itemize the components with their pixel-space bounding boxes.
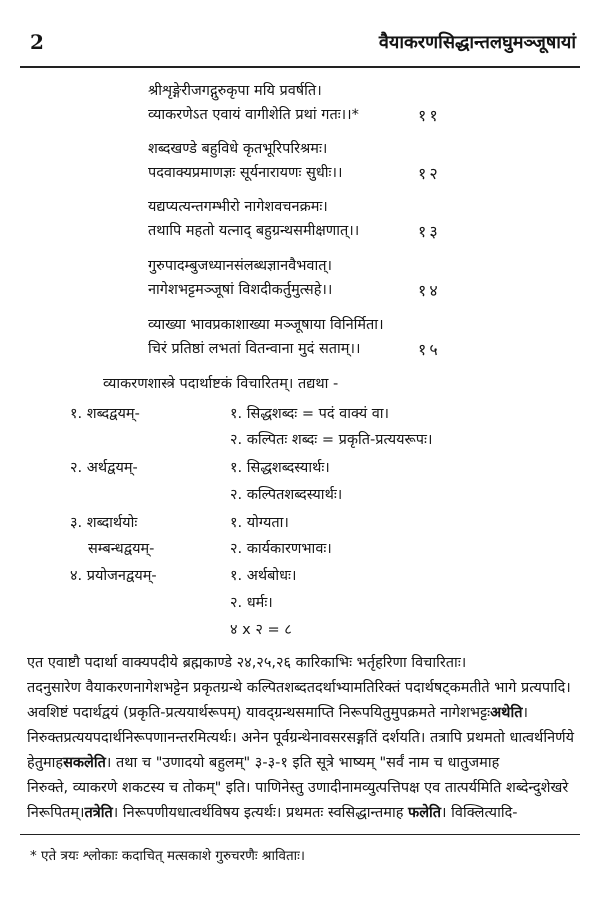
table-row	[0, 484, 600, 506]
bold-term: सकलेति	[63, 755, 106, 771]
sub-item: १. सिद्धशब्दस्यार्थः।	[230, 460, 330, 476]
running-title: वैयाकरणसिद्धान्तलघुमञ्जूषायां	[378, 32, 576, 53]
table-row	[0, 538, 600, 560]
table-row	[0, 403, 600, 425]
prose-text: अवशिष्टं पदार्थद्वयं (प्रकृति-प्रत्ययार्थरूपम्) यावद्ग्रन्थसमाप्ति निरूपयितुमुपक्रमते नागेशभट्टः	[27, 705, 491, 721]
sub-item: २. कल्पितः शब्दः = प्रकृति-प्रत्ययरूपः।	[230, 432, 433, 448]
verse-number: १४	[418, 281, 441, 300]
table-row	[0, 565, 600, 587]
prose-line	[27, 702, 528, 722]
page-header	[20, 22, 580, 62]
table-row	[0, 592, 600, 614]
category-label: १. शब्दद्वयम्-	[70, 406, 140, 422]
verse-line: पदवाक्यप्रमाणज्ञः सूर्यनारायणः सुधीः।।	[148, 165, 343, 181]
sub-item: ४ x २ = ८	[230, 622, 292, 638]
bold-term: फलेति	[408, 805, 442, 821]
bold-term: तत्रेति	[84, 805, 113, 821]
prose-text: हेतुमाह	[27, 755, 64, 771]
prose-text: । तथा च "उणादयो बहुलम्" ३-३-१ इति सूत्रे भाष्यम् "सर्वं नाम च धातुजमाह	[105, 755, 500, 771]
prose-text: निरूपितम्।	[27, 805, 85, 821]
verse-line: शब्दखण्डे बहुविधे कृतभूरिपरिश्रमः।	[148, 141, 328, 157]
page-number: 2	[30, 30, 44, 54]
verse-number: ११	[418, 106, 441, 125]
sub-item: २. कल्पितशब्दस्यार्थः।	[230, 487, 343, 503]
prose-text: निरुक्ते, व्याकरणे शकटस्य च तोकम्" इति। पाणिनेस्तु उणादीनामव्युत्पत्तिपक्ष एव तात्पर्यमिति शब्देन्दुशेखरे	[27, 780, 569, 796]
category-label: ४. प्रयोजनद्वयम्-	[70, 568, 157, 584]
verse-number: १५	[418, 340, 441, 359]
category-label: २. अर्थद्वयम्-	[70, 460, 138, 476]
sub-item: १. सिद्धशब्दः = पदं वाक्यं वा।	[230, 406, 390, 422]
category-label: ३. शब्दार्थयोः	[70, 515, 138, 531]
verse-line: व्याख्या भावप्रकाशाख्या मञ्जूषाया विनिर्मिता।	[148, 317, 384, 333]
table-row	[0, 619, 600, 641]
prose-text: निरुक्तप्रत्ययपदार्थनिरूपणानन्तरमित्यर्थः। अनेन पूर्वग्रन्थेनावसरसङ्गतिं दर्शयति। तत्रापि प्रथमतो धात्वर्थनिर्णये	[27, 730, 575, 746]
prose-line	[27, 752, 499, 772]
footnote: * एते त्रयः श्लोकाः कदाचित् मत्सकाशे गुरुचरणैः श्राविताः।	[30, 848, 306, 864]
verse-line: चिरं प्रतिष्ठां लभतां वितन्वाना मुदं सताम्।।	[148, 341, 361, 357]
verse-line: गुरुपादम्बुजध्यानसंलब्धज्ञानवैभवात्।	[148, 258, 332, 274]
sub-item: २. धर्मः।	[230, 595, 273, 611]
verse-line: नागेशभट्टमञ्जूषां विशदीकर्तुमुत्सहे।।	[148, 282, 333, 298]
prose-text: । विक्लित्यादि-	[441, 805, 518, 821]
verse-number: १३	[418, 222, 441, 241]
verse-number: १२	[418, 164, 441, 183]
sub-item: १. योग्यता।	[230, 515, 289, 531]
category-label: सम्बन्धद्वयम्-	[88, 541, 155, 557]
prose-line	[27, 652, 466, 672]
bold-term: अथेति	[490, 705, 523, 721]
header-rule	[20, 66, 580, 68]
table-row	[0, 429, 600, 451]
sub-item: २. कार्यकारणभावः।	[230, 541, 332, 557]
verse-line: तथापि महतो यत्नाद् बहुग्रन्थसमीक्षणात्।।	[148, 223, 360, 239]
sub-item: १. अर्थबोधः।	[230, 568, 297, 584]
table-row	[0, 512, 600, 534]
prose-text: तदनुसारेण वैयाकरणनागेशभट्टेन प्रकृतग्रन्थे कल्पितशब्दतदर्थाभ्यामतिरिक्तं पदार्थषट्कमतीते भागे प्रत्यपादि।	[27, 680, 571, 696]
prose-line	[27, 777, 568, 797]
footnote-rule	[20, 834, 580, 835]
verse-line: व्याकरणेऽत एवायं वागीशेति प्रथां गतः।।*	[148, 107, 359, 123]
prose-text: एत एवाष्टौ पदार्था वाक्यपदीये ब्रह्मकाण्डे २४,२५,२६ कारिकाभिः भर्तृहरिणा विचारिताः।	[27, 655, 467, 671]
table-row	[0, 457, 600, 479]
verse-line: श्रीशृङ्गेरीजगद्गुरुकृपा मयि प्रवर्षति।	[148, 83, 322, 99]
prose-line	[27, 727, 574, 747]
verse-line: यद्यप्यत्यन्तगम्भीरो नागेशवचनक्रमः।	[148, 199, 328, 215]
prose-text: । निरूपणीयधात्वर्थविषय इत्यर्थः। प्रथमतः स्वसिद्धान्तमाह	[112, 805, 409, 821]
prose-text: ।	[522, 705, 528, 721]
prose-line	[27, 802, 518, 822]
intro-line: व्याकरणशास्त्रे पदार्थाष्टकं विचारितम्। तद्यथा -	[103, 376, 339, 392]
prose-line	[27, 677, 571, 697]
